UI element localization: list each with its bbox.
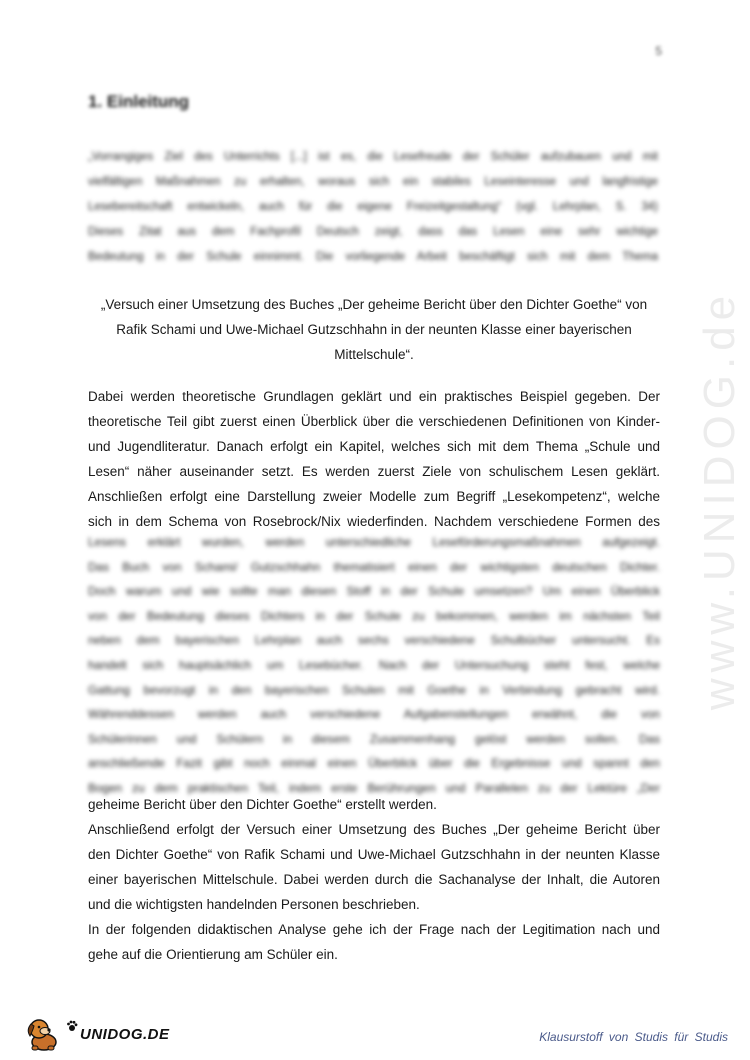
- blurred-line: von der Bedeutung dieses Dichters in der Schule zu bekommen, werden im nächsten Teil: [88, 608, 660, 623]
- intro-blurred-paragraph: [88, 145, 658, 270]
- blurred-line: Lesens erklärt wurden, werden unterschiedliche Leseförderungsmaßnahmen aufgezeigt.: [88, 535, 660, 549]
- body-line: theoretische Teil gibt zuerst einen Überblick über die verschiedenen Definitionen von Kinder-: [88, 414, 660, 429]
- body-line: den Dichter Goethe“ von Rafik Schami und Uwe-Michael Gutzschhahn in der neunten Klasse: [88, 847, 660, 862]
- blurred-line: Währenddessen werden auch verschiedene Aufgabenstellungen erwähnt, die von: [88, 707, 660, 722]
- footer-logo: [24, 1016, 170, 1052]
- section-heading: 1. Einleitung: [88, 92, 190, 111]
- blurred-line: Bogen zu dem praktischen Teil, indem erste Berührungen und Parallelen zu der Lektüre „Der: [88, 780, 660, 795]
- body-paragraph-overview: [88, 384, 660, 534]
- quote-line: Rafik Schami und Uwe-Michael Gutzschhahn in der neunten Klasse einer bayerischen: [116, 322, 632, 337]
- body-line: und Jugendliteratur. Danach erfolgt ein Kapitel, welches sich mit dem Thema „Schule und: [88, 439, 660, 454]
- intro-line: Dieses Zitat aus dem Fachprofil Deutsch zeigt, dass das Lesen eine sehr wichtige: [88, 226, 658, 238]
- body-line: geheime Bericht über den Dichter Goethe“ erstellt werden.: [88, 797, 437, 812]
- vertical-watermark: www.UNIDOG.de: [695, 289, 744, 711]
- intro-line: Bedeutung in der Schule einnimmt. Die vorliegende Arbeit beschäftigt sich mit dem Thema: [88, 251, 658, 263]
- page-number: 5: [655, 44, 662, 58]
- dog-mascot-icon: [24, 1016, 64, 1052]
- paw-icon: [66, 1020, 78, 1032]
- body-line: und die wichtigsten handelnden Personen beschrieben.: [88, 897, 420, 912]
- blurred-line: Gattung bevorzugt in den bayerischen Schulen mit Goethe in Verbindung gebracht wird.: [88, 682, 660, 697]
- body-line: Dabei werden theoretische Grundlagen geklärt und ein praktisches Beispiel gegeben. Der: [88, 389, 660, 404]
- blurred-line: anschließende Fazit gibt noch einmal einen Überblick über die Ergebnisse und spannt den: [88, 756, 660, 771]
- blurred-middle-paragraph: [88, 530, 660, 801]
- thesis-quote: [88, 292, 660, 367]
- intro-line: Lesebereitschaft entwickeln, auch für die eigene Freizeitgestaltung“ (vgl. Lehrplan, S. 34): [88, 201, 658, 213]
- footer-tagline: Klausurstoff von Studis für Studis: [539, 1030, 728, 1044]
- blurred-line: handelt sich hauptsächlich um Lesebücher. Nach der Untersuchung steht fest, welche: [88, 657, 660, 672]
- quote-line: „Versuch einer Umsetzung des Buches „Der geheime Bericht über den Dichter Goethe“ von: [100, 297, 648, 312]
- body-line: Anschließen erfolgt eine Darstellung zweier Modelle zum Begriff „Lesekompetenz“, welche: [88, 489, 660, 504]
- intro-line: vielfältigen Maßnahmen zu erhalten, woraus sich ein stabiles Leseinteresse und langfristige: [88, 176, 658, 188]
- blurred-line: Das Buch von Schami/ Gutzschhahn thematisiert einen der wichtigsten deutschen Dichter.: [88, 559, 660, 574]
- intro-line: „Vorrangiges Ziel des Unterrichts [...] ist es, die Lesefreude der Schüler aufzubauen und mit: [88, 151, 658, 163]
- blurred-line: Schülerinnen und Schülern in diesem Zusammenhang gelöst werden sollen. Das: [88, 731, 660, 746]
- body-line: In der folgenden didaktischen Analyse gehe ich der Frage nach der Legitimation nach und: [88, 922, 660, 937]
- logo-text: UNIDOG.DE: [80, 1026, 170, 1043]
- body-line: Anschließend erfolgt der Versuch einer Umsetzung des Buches „Der geheime Bericht über: [88, 822, 660, 837]
- body-line: einer bayerischen Mittelschule. Dabei werden durch die Sachanalyse der Inhalt, die Autoren: [88, 872, 660, 887]
- body-line: sich in dem Schema von Rosebrock/Nix wiederfinden. Nachdem verschiedene Formen des: [88, 514, 660, 529]
- body-line: Lesen“ näher auseinander setzt. Es werden zuerst Ziele von schulischem Lesen geklärt.: [88, 464, 660, 479]
- blurred-line: neben dem bayerischen Lehrplan auch sechs verschiedene Schulbücher untersucht. Es: [88, 633, 660, 648]
- quote-line: Mittelschule“.: [334, 347, 414, 362]
- body-line: gehe auf die Orientierung am Schüler ein.: [88, 947, 338, 962]
- body-paragraph-conclusion: [88, 792, 660, 967]
- blurred-line: Doch warum und wie sollte man diesen Stoff in der Schule umsetzen? Um einen Überblick: [88, 584, 660, 599]
